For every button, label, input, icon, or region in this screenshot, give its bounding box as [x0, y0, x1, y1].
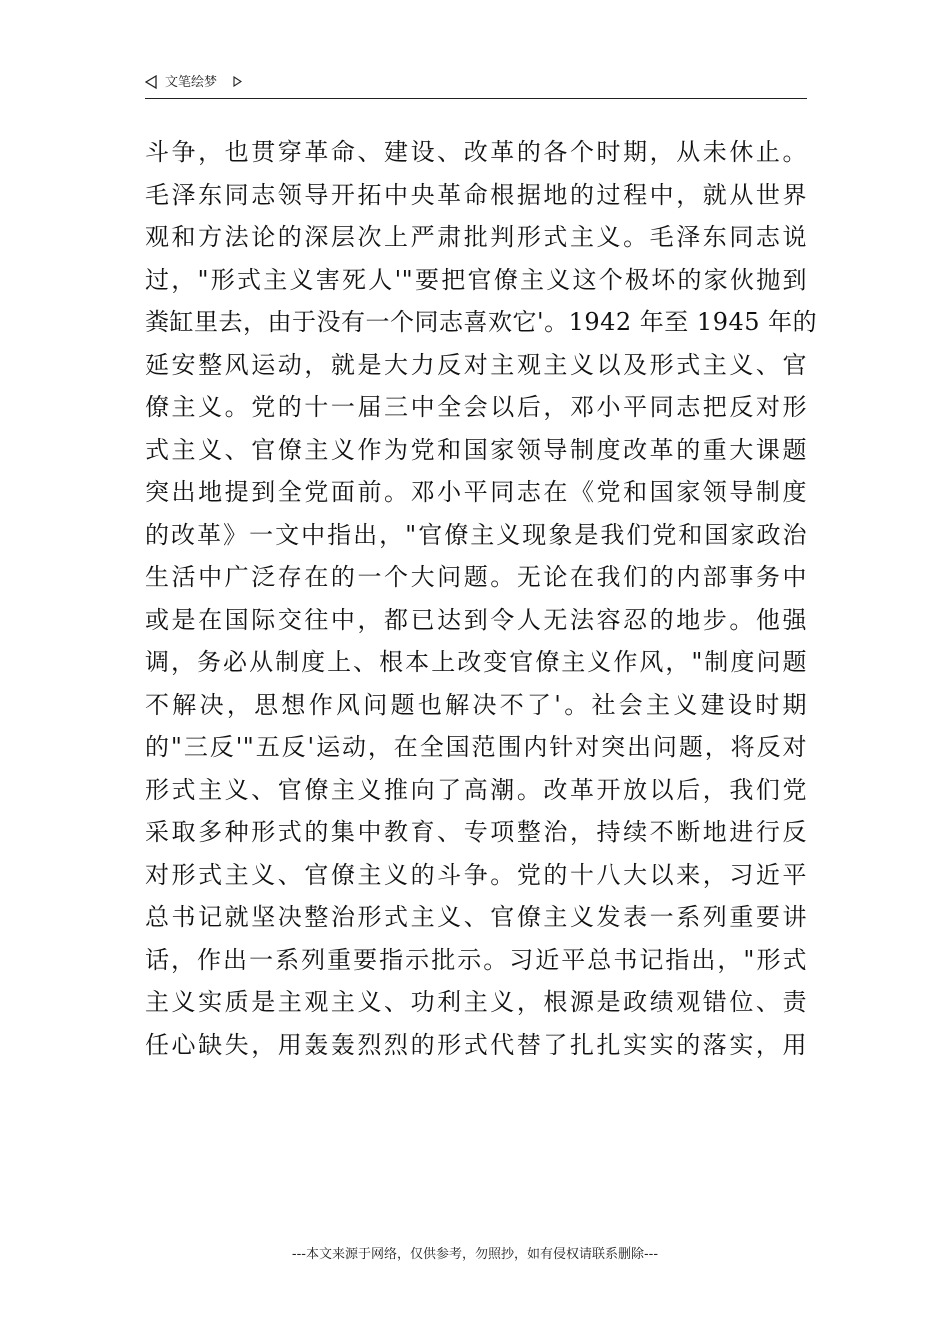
text-line: 或是在国际交往中，都已达到令人无法容忍的地步。他强 [145, 605, 807, 634]
text-line: 采取多种形式的集中教育、专项整治，持续不断地进行反 [145, 818, 807, 846]
text-line: 对形式主义、官僚主义的斗争。党的十八大以来，习近平 [145, 860, 807, 889]
document-body [145, 131, 818, 1066]
triangle-left-outline-icon [145, 75, 157, 89]
footer-disclaimer: ---本文来源于网络，仅供参考，勿照抄，如有侵权请联系删除--- [291, 1247, 659, 1262]
text-line: 过，"形式主义害死人'"要把官僚主义这个极坏的家伙抛到 [145, 265, 807, 294]
text-line: 延安整风运动，就是大力反对主观主义以及形式主义、官 [145, 350, 807, 379]
header-title: 文笔绘梦 [165, 75, 218, 90]
text-line: 主义实质是主观主义、功利主义，根源是政绩观错位、责 [145, 988, 807, 1016]
text-line: 粪缸里去，由于没有一个同志喜欢它'。1942 年至 1945 年的 [145, 308, 818, 336]
text-line: 斗争，也贯穿革命、建设、改革的各个时期，从未休止。 [145, 138, 807, 166]
text-line: 的"三反'"五反'运动，在全国范围内针对突出问题，将反对 [145, 733, 807, 761]
text-line: 僚主义。党的十一届三中全会以后，邓小平同志把反对形 [145, 393, 807, 421]
text-line: 不解决，思想作风问题也解决不了'。社会主义建设时期 [145, 690, 807, 719]
text-line: 式主义、官僚主义作为党和国家领导制度改革的重大课题 [145, 435, 807, 464]
text-line: 毛泽东同志领导开拓中央革命根据地的过程中，就从世界 [145, 180, 807, 209]
triangle-right-outline-icon [233, 76, 242, 87]
text-line: 任心缺失，用轰轰烈烈的形式代替了扎扎实实的落实，用 [145, 1030, 807, 1059]
text-line: 总书记就坚决整治形式主义、官僚主义发表一系列重要讲 [145, 903, 807, 931]
text-line: 调，务必从制度上、根本上改变官僚主义作风，"制度问题 [145, 648, 807, 676]
text-line: 突出地提到全党面前。邓小平同志在《党和国家领导制度 [145, 478, 807, 506]
text-line: 形式主义、官僚主义推向了高潮。改革开放以后，我们党 [145, 775, 807, 804]
text-line: 观和方法论的深层次上严肃批判形式主义。毛泽东同志说 [145, 223, 807, 251]
text-line: 生活中广泛存在的一个大问题。无论在我们的内部事务中 [145, 563, 807, 591]
text-line: 的改革》一文中指出，"官僚主义现象是我们党和国家政治 [145, 520, 807, 549]
text-line: 话，作出一系列重要指示批示。习近平总书记指出，"形式 [145, 945, 807, 974]
page-header [145, 72, 807, 99]
